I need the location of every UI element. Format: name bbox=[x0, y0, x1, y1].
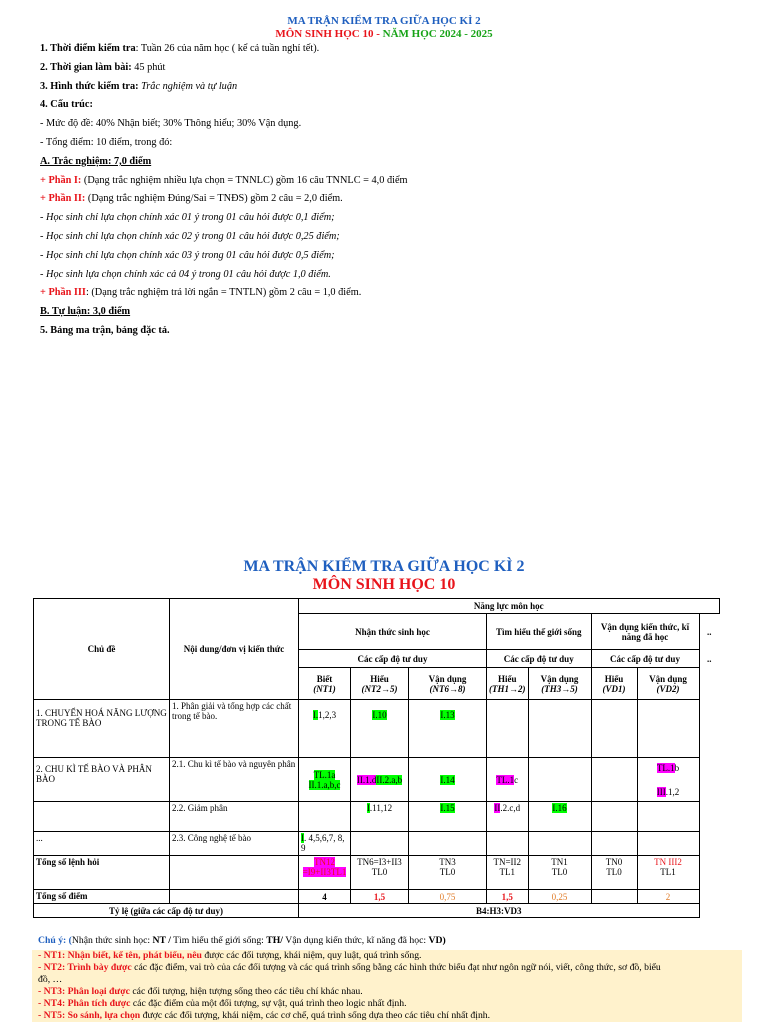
count-value: TN0 bbox=[605, 857, 623, 867]
col-label: Biết bbox=[316, 673, 333, 684]
question-tag: I. bbox=[312, 710, 319, 720]
header-subject: MÔN SINH HỌC 10 bbox=[275, 28, 374, 40]
question-numbers: .1,2 bbox=[665, 786, 680, 797]
info-line: - Học sinh chỉ lựa chọn chính xác 01 ý trong 01 câu hỏi được 0,1 điểm; bbox=[40, 212, 335, 224]
empty-cell bbox=[699, 856, 719, 890]
part-label: + Phần III bbox=[40, 287, 86, 299]
col-code: (NT6→8) bbox=[429, 683, 466, 694]
empty-cell bbox=[699, 700, 719, 758]
cell-th-hieu bbox=[487, 856, 529, 890]
info-line: - Học sinh chỉ lựa chọn chính xác 02 ý trong 01 câu hỏi được 0,25 điểm; bbox=[40, 230, 340, 242]
header-capdo: Các cấp độ tư duy bbox=[299, 650, 487, 668]
part-label: + Phần I: bbox=[40, 174, 82, 186]
count-value: TN1 bbox=[551, 857, 568, 867]
count-value: TL1 bbox=[499, 867, 515, 877]
empty-cell bbox=[170, 890, 299, 904]
question-numbers: b bbox=[674, 762, 680, 773]
info-value: : Tuần 26 của năm học ( kể cả tuần nghỉ tết). bbox=[135, 43, 320, 54]
col-th-hieu bbox=[487, 668, 529, 700]
ratio-value: B4:H3:VD3 bbox=[299, 904, 700, 918]
info-label: 4. Cấu trúc: bbox=[40, 99, 93, 111]
question-numbers: c bbox=[514, 774, 519, 785]
col-vd-vandung bbox=[637, 668, 699, 700]
info-line bbox=[40, 284, 740, 303]
content-cell: 2.3. Công nghệ tế bào bbox=[170, 832, 299, 856]
cell-vandung bbox=[409, 700, 487, 758]
col-code: (VD1) bbox=[602, 683, 626, 694]
count-tag: TL1 bbox=[330, 867, 347, 877]
note-text: được các đối tượng, khái niệm, các cơ chế, quá trình sống dựa theo các tiêu chí nhất định. bbox=[140, 1010, 491, 1021]
note-text: được các đối tượng, khái niệm, quy luật, quá trình sống. bbox=[201, 950, 422, 961]
question-tag: I.16 bbox=[552, 803, 567, 813]
note-text: các đối tượng, hiện tượng sống theo các tiêu chí khác nhau. bbox=[129, 986, 363, 997]
score-th-hieu: 1,5 bbox=[487, 890, 529, 904]
cell-biet bbox=[299, 758, 351, 802]
topic-cell: 1. CHUYỂN HOÁ NĂNG LƯỢNG TRONG TẾ BÀO bbox=[34, 700, 170, 758]
note-list bbox=[32, 950, 742, 1022]
notes-section bbox=[32, 932, 742, 1022]
info-line bbox=[40, 40, 740, 59]
question-tag: TL.1 bbox=[496, 774, 515, 785]
score-vandung: 0,75 bbox=[409, 890, 487, 904]
info-section bbox=[40, 40, 740, 341]
empty-cell bbox=[591, 802, 637, 832]
count-value: TL0 bbox=[439, 867, 456, 877]
note-item: đồ, … bbox=[38, 974, 63, 985]
note-text: Chú ý: ( bbox=[38, 935, 72, 946]
cell-hieu bbox=[351, 856, 409, 890]
info-line bbox=[40, 59, 740, 78]
summary-label: Tổng số lệnh hỏi bbox=[34, 856, 170, 890]
empty-cell bbox=[699, 832, 719, 856]
question-tag: I.14 bbox=[440, 774, 455, 785]
part-label: + Phần II: bbox=[40, 193, 86, 205]
content-cell: 2.1. Chu kì tế bào và nguyên phân bbox=[170, 758, 299, 802]
document-header bbox=[0, 15, 768, 41]
note-text: các đặc điểm, vai trò của các đối tượng và các quá trình sống bằng các hình thức biểu đạt như ngôn ngữ nói, viết, công thức, sơ đồ, biểu bbox=[131, 962, 661, 973]
info-line: - Học sinh chỉ lựa chọn chính xác 03 ý trong 01 câu hỏi được 0,5 điểm; bbox=[40, 249, 335, 261]
col-biet bbox=[299, 668, 351, 700]
table-row bbox=[34, 758, 720, 802]
col-label: Vận dụng bbox=[540, 673, 579, 684]
cell-biet bbox=[299, 700, 351, 758]
question-tag: I bbox=[301, 833, 304, 843]
count-value: TN3 bbox=[439, 857, 456, 867]
note-item bbox=[38, 998, 736, 1010]
info-value: (Dạng trắc nghiệm nhiều lựa chọn = TNNLC) gồm 16 câu TNNLC = 4,0 điểm bbox=[81, 174, 408, 186]
info-value: 45 phút bbox=[131, 61, 166, 73]
note-text: Tìm hiểu thế giới sống: bbox=[170, 935, 267, 946]
question-numbers: . 4,5,6,7, 8, 9 bbox=[301, 833, 345, 853]
question-numbers: .2.c,d bbox=[500, 803, 521, 813]
question-tag: TL.1 bbox=[656, 762, 675, 773]
score-vd-vandung: 2 bbox=[637, 890, 699, 904]
info-value: : (Dạng trắc nghiệm trả lời ngắn = TNTLN) gồm 2 câu = 1,0 điểm. bbox=[85, 287, 362, 299]
empty-cell bbox=[699, 890, 719, 904]
col-label: Vận dụng bbox=[649, 673, 687, 684]
topic-cell: 2. CHU KÌ TẾ BÀO VÀ PHÂN BÀO bbox=[34, 758, 170, 802]
col-code: (TH3→5) bbox=[541, 683, 578, 694]
question-tag: I.15 bbox=[440, 803, 455, 813]
info-line: - Mức độ đề: 40% Nhận biết; 30% Thông hiểu; 30% Vận dụng. bbox=[40, 118, 302, 130]
empty-cell bbox=[528, 832, 591, 856]
cell-vd-hieu bbox=[591, 856, 637, 890]
header-more: .. bbox=[707, 653, 712, 664]
section-b-heading: B. Tự luận: 3,0 điểm bbox=[40, 306, 131, 318]
note-text: VD) bbox=[428, 935, 446, 946]
count-tag: =I9+II3 bbox=[302, 867, 331, 877]
empty-cell bbox=[487, 700, 529, 758]
note-key: - NT5: So sánh, lựa chọn bbox=[38, 1010, 141, 1021]
empty-cell bbox=[699, 802, 719, 832]
empty-cell bbox=[591, 758, 637, 802]
note-key: - NT2: Trình bày được bbox=[38, 962, 132, 973]
header-more: .. bbox=[707, 626, 712, 637]
info-value: (Dạng trắc nghiệm Đúng/Sai = TNĐS) gồm 2 câu = 2,0 điểm. bbox=[85, 193, 343, 205]
col-label: Hiểu bbox=[497, 673, 517, 684]
score-biet: 4 bbox=[299, 890, 351, 904]
note-heading bbox=[32, 932, 742, 950]
header-vandung: Vận dụng kiến thức, kĩ năng đã học bbox=[591, 614, 699, 650]
empty-cell bbox=[637, 700, 699, 758]
header-nangluc: Năng lực môn học bbox=[299, 599, 720, 614]
question-tag: III bbox=[656, 786, 666, 797]
note-text: NT / bbox=[152, 935, 171, 946]
header-timhieu: Tìm hiểu thế giới sống bbox=[487, 614, 592, 650]
matrix-title bbox=[0, 558, 768, 594]
cell-biet bbox=[299, 856, 351, 890]
header-capdo: Các cấp độ tư duy bbox=[487, 650, 592, 668]
section-a-heading: A. Trắc nghiệm: 7,0 điểm bbox=[40, 155, 152, 167]
count-value: TL1 bbox=[660, 867, 676, 877]
empty-cell bbox=[528, 700, 591, 758]
header-capdo: Các cấp độ tư duy bbox=[591, 650, 699, 668]
info-line: 5. Bảng ma trận, bảng đặc tả. bbox=[40, 324, 170, 336]
note-item bbox=[38, 962, 736, 974]
info-line bbox=[40, 78, 740, 97]
count-value: TL0 bbox=[551, 867, 568, 877]
question-tag: II.1.d bbox=[356, 774, 377, 785]
cell-th-hieu bbox=[487, 758, 529, 802]
score-th-vandung: 0,25 bbox=[528, 890, 591, 904]
question-tag: I.13 bbox=[440, 710, 455, 720]
col-code: (NT2→5) bbox=[361, 683, 398, 694]
cell-hieu bbox=[351, 700, 409, 758]
empty-cell bbox=[699, 668, 719, 700]
count-value: TL0 bbox=[606, 867, 622, 877]
empty-cell bbox=[699, 904, 719, 918]
empty-cell bbox=[34, 802, 170, 832]
cell-th-vandung bbox=[528, 802, 591, 832]
table-row bbox=[34, 802, 720, 832]
col-code: (VD2) bbox=[656, 683, 680, 694]
note-key: - NT3: Phân loại được bbox=[38, 986, 130, 997]
question-tag: II.1.a,b,c bbox=[308, 779, 341, 790]
matrix-table bbox=[33, 598, 720, 918]
question-numbers: 1,2,3 bbox=[318, 710, 337, 720]
header-noidung: Nội dung/đơn vị kiến thức bbox=[170, 599, 299, 700]
count-value: TL0 bbox=[371, 867, 388, 877]
question-tag: I bbox=[366, 803, 370, 813]
cell-vandung bbox=[409, 802, 487, 832]
empty-cell bbox=[637, 802, 699, 832]
info-line: - Học sinh lựa chọn chính xác cả 04 ý trong 01 câu hỏi được 1,0 điểm. bbox=[40, 268, 331, 280]
empty-cell bbox=[591, 700, 637, 758]
note-key: - NT1: Nhận biết, kể tên, phát biểu, nêu bbox=[38, 950, 202, 961]
info-label: 2. Thời gian làm bài: bbox=[40, 61, 132, 73]
note-text: Vận dụng kiến thức, kĩ năng đã học: bbox=[282, 935, 429, 946]
col-vd-hieu bbox=[591, 668, 637, 700]
col-label: Vận dụng bbox=[428, 673, 467, 684]
empty-cell bbox=[170, 856, 299, 890]
info-line: - Tổng điểm: 10 điểm, trong đó: bbox=[40, 136, 173, 148]
note-item bbox=[38, 1010, 736, 1022]
header-separator: - bbox=[373, 28, 383, 40]
col-vandung bbox=[409, 668, 487, 700]
count-tag: TN12 bbox=[314, 857, 335, 867]
question-tag: I.10 bbox=[372, 710, 387, 720]
score-hieu: 1,5 bbox=[351, 890, 409, 904]
header-chude: Chủ đề bbox=[34, 599, 170, 700]
matrix-title-line2: MÔN SINH HỌC 10 bbox=[312, 576, 456, 593]
info-label: 1. Thời điểm kiểm tra bbox=[40, 43, 136, 54]
count-value: TN III2 bbox=[654, 857, 682, 867]
cell-vandung bbox=[409, 758, 487, 802]
cell-vd-vandung bbox=[637, 856, 699, 890]
empty-cell bbox=[487, 832, 529, 856]
info-line bbox=[40, 172, 740, 191]
count-value: TN6=I3+II3 bbox=[357, 857, 402, 867]
summary-row bbox=[34, 890, 720, 904]
question-tag: TL.1a bbox=[313, 769, 336, 780]
summary-row bbox=[34, 856, 720, 890]
table-row bbox=[34, 832, 720, 856]
col-code: (NT1) bbox=[313, 683, 336, 694]
question-tag: II.2.a,b bbox=[376, 774, 403, 785]
summary-row bbox=[34, 904, 720, 918]
cell-vandung bbox=[409, 856, 487, 890]
matrix-title-line1: MA TRẬN KIỂM TRA GIỮA HỌC KÌ 2 bbox=[243, 558, 525, 575]
summary-label: Tỷ lệ (giữa các cấp độ tư duy) bbox=[34, 904, 299, 918]
col-th-vandung bbox=[528, 668, 591, 700]
empty-cell bbox=[637, 832, 699, 856]
count-value: TN=II2 bbox=[493, 857, 522, 867]
cell-biet bbox=[299, 832, 351, 856]
header-year: NĂM HỌC 2024 - 2025 bbox=[382, 28, 493, 40]
cell-hieu bbox=[351, 758, 409, 802]
note-text: các đặc điểm của một đối tượng, sự vật, quá trình theo logic nhất định. bbox=[130, 998, 407, 1009]
question-numbers: .11,12 bbox=[369, 803, 393, 813]
empty-cell bbox=[699, 758, 719, 802]
note-text: TH/ bbox=[266, 935, 283, 946]
cell-hieu bbox=[351, 802, 409, 832]
header-title: MA TRẬN KIỂM TRA GIỮA HỌC KÌ 2 bbox=[287, 15, 481, 27]
note-item bbox=[38, 986, 736, 998]
content-cell: 2.2. Giảm phân bbox=[170, 802, 299, 832]
info-label: 3. Hình thức kiểm tra: bbox=[40, 80, 139, 92]
col-hieu bbox=[351, 668, 409, 700]
col-code: (TH1→2) bbox=[489, 683, 526, 694]
table-row bbox=[34, 700, 720, 758]
note-key: - NT4: Phân tích được bbox=[38, 998, 131, 1009]
content-cell: 1. Phân giải và tổng hợp các chất trong tế bào. bbox=[170, 700, 299, 758]
note-item bbox=[38, 950, 736, 962]
empty-cell bbox=[528, 758, 591, 802]
header-nhanthuc: Nhận thức sinh học bbox=[299, 614, 487, 650]
cell-th-hieu bbox=[487, 802, 529, 832]
empty-cell bbox=[409, 832, 487, 856]
empty-cell bbox=[591, 832, 637, 856]
summary-label: Tổng số điểm bbox=[34, 890, 170, 904]
topic-cell: ... bbox=[34, 832, 170, 856]
empty-cell bbox=[299, 802, 351, 832]
note-text: Nhận thức sinh học: bbox=[71, 935, 153, 946]
col-label: Hiểu bbox=[604, 673, 624, 684]
cell-th-vandung bbox=[528, 856, 591, 890]
info-line bbox=[40, 96, 740, 115]
question-tag: II bbox=[494, 803, 501, 813]
info-value: Trắc nghiệm và tự luận bbox=[138, 80, 238, 92]
empty-cell bbox=[351, 832, 409, 856]
info-line bbox=[40, 190, 740, 209]
col-label: Hiểu bbox=[370, 673, 389, 684]
cell-vd-vandung bbox=[637, 758, 699, 802]
empty-cell bbox=[591, 890, 637, 904]
